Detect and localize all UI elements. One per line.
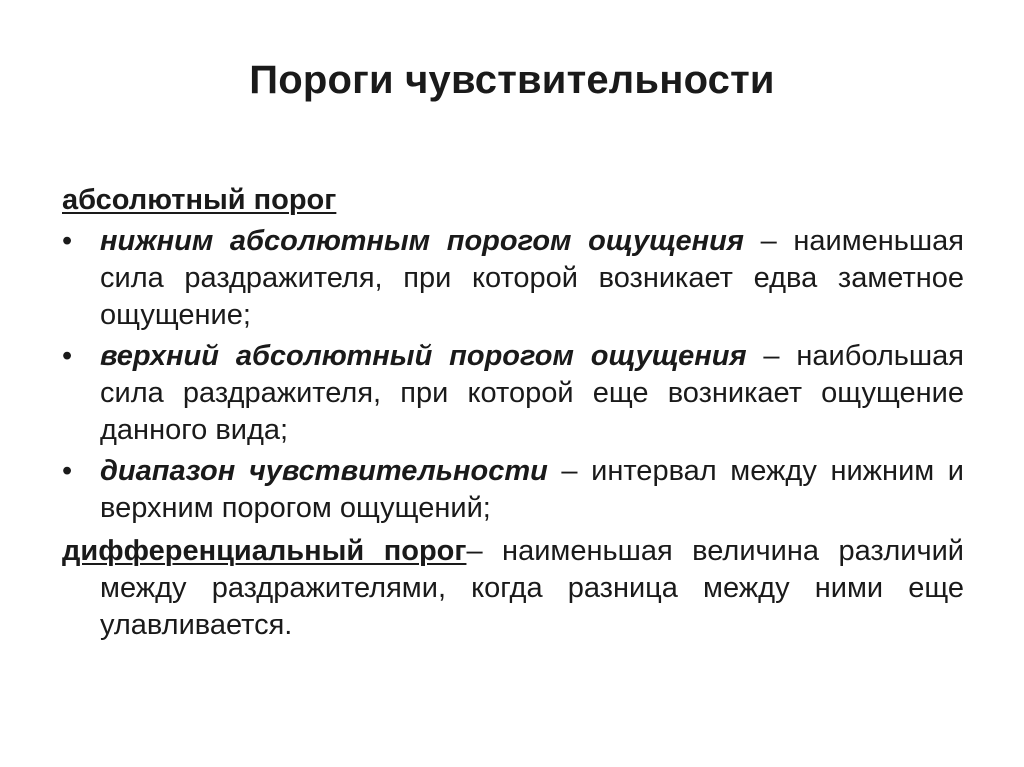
differential-threshold-paragraph	[62, 533, 964, 644]
differential-threshold-heading: дифференциальный порог	[62, 535, 467, 567]
term-lower-threshold: нижним абсолютным порогом ощущения	[100, 225, 744, 257]
list-item-sensitivity-range	[62, 453, 964, 527]
bullet-icon: •	[62, 225, 73, 257]
definition-upper-threshold: – наибольшая сила раздражителя, при которой еще возникает ощущение данного вида;	[100, 340, 964, 446]
slide-content	[62, 182, 964, 644]
definition-sensitivity-range: – интервал между нижним и верхним порогом ощущений;	[100, 455, 964, 524]
absolute-threshold-list	[62, 223, 964, 527]
term-upper-threshold: верхний абсолютный порогом ощущения	[100, 340, 747, 372]
slide-title: Пороги чувствительности	[249, 58, 775, 102]
list-item-lower-threshold	[62, 223, 964, 334]
term-sensitivity-range: диапазон чувствительности	[100, 455, 548, 487]
differential-threshold-definition: – наименьшая величина различий между раздражителями, когда разница между ними еще улавливается.	[100, 535, 964, 641]
bullet-icon: •	[62, 455, 73, 487]
list-item-upper-threshold	[62, 338, 964, 449]
absolute-threshold-heading: абсолютный порог	[62, 184, 337, 216]
bullet-icon: •	[62, 340, 73, 372]
definition-lower-threshold: – наименьшая сила раздражителя, при которой возникает едва заметное ощущение;	[100, 225, 964, 331]
